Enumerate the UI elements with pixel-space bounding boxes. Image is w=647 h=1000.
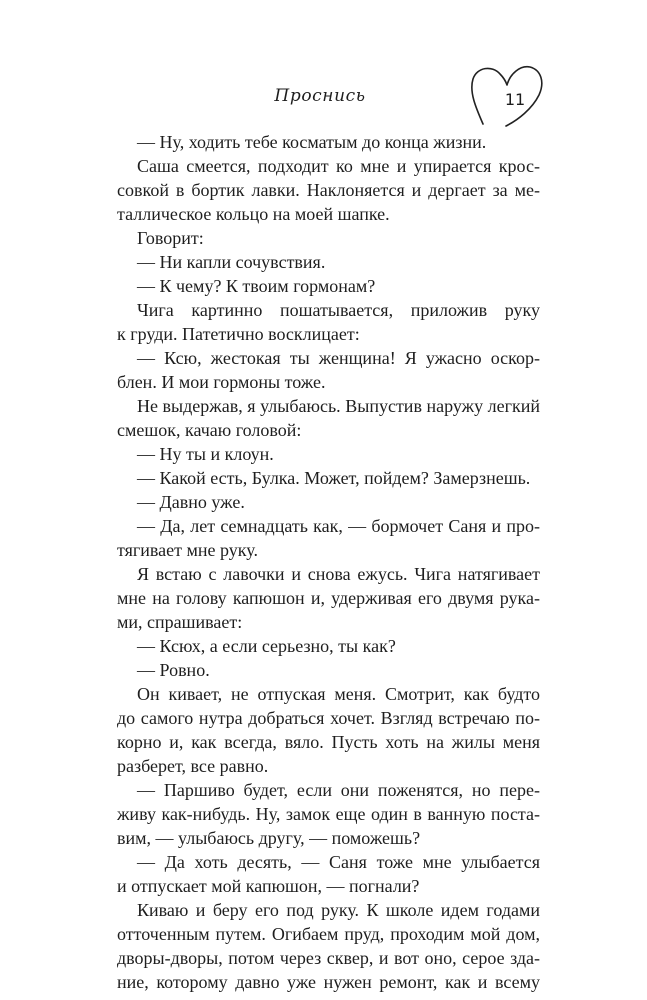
text-line: — Ну ты и клоун.	[137, 444, 274, 464]
text-line: — Да хоть десять, — Саня тоже мне улыбается	[137, 852, 540, 872]
text-line: — К чему? К твоим гормонам?	[137, 276, 376, 296]
text-line: разберет, все равно.	[117, 756, 269, 776]
text-line: — Паршиво будет, если они поженятся, но пере-	[137, 780, 540, 800]
text-line: — Ксюх, а если серьезно, ты как?	[137, 636, 396, 656]
text-line: — Ровно.	[137, 660, 210, 680]
text-line: ми, спрашивает:	[117, 612, 243, 632]
page-number-badge	[468, 62, 546, 128]
text-line: — Да, лет семнадцать как, — бормочет Саня и про-	[137, 516, 540, 536]
text-line: тягивает мне руку.	[117, 540, 258, 560]
text-line: дворы-дворы, потом через сквер, и вот оно, серое зда-	[117, 948, 540, 968]
text-line: до самого нутра добраться хочет. Взгляд встречаю по-	[117, 708, 540, 728]
text-line: живу как-нибудь. Ну, замок еще один в ванную поста-	[117, 804, 540, 824]
text-line: — Ни капли сочувствия.	[137, 252, 326, 272]
text-line: смешок, качаю головой:	[117, 420, 302, 440]
text-line: ние, которому давно уже нужен ремонт, как и всему	[117, 972, 540, 992]
text-line: Он кивает, не отпуская меня. Смотрит, как будто	[137, 684, 540, 704]
text-line: мне на голову капюшон и, удерживая его двумя рука-	[117, 588, 540, 608]
text-line: — Ксю, жестокая ты женщина! Я ужасно оскор-	[137, 348, 540, 368]
text-line: Говорит:	[137, 228, 204, 248]
text-line: — Ну, ходить тебе косматым до конца жизни.	[137, 132, 487, 152]
text-line: Чига картинно пошатывается, приложив руку	[137, 300, 540, 320]
text-line: таллическое кольцо на моей шапке.	[117, 204, 390, 224]
text-line: — Давно уже.	[137, 492, 245, 512]
text-line: совкой в бортик лавки. Наклоняется и дергает за ме-	[117, 180, 540, 200]
text-line: Не выдержав, я улыбаюсь. Выпустив наружу легкий	[137, 396, 540, 416]
text-line: вим, — улыбаюсь другу, — поможешь?	[117, 828, 421, 848]
text-line: отточенным путем. Огибаем пруд, проходим мой дом,	[117, 924, 540, 944]
text-line: блен. И мои гормоны тоже.	[117, 372, 326, 392]
page-number: 11	[504, 90, 526, 109]
text-line: к груди. Патетично восклицает:	[117, 324, 360, 344]
text-line: — Какой есть, Булка. Может, пойдем? Замерзнешь.	[137, 468, 531, 488]
body-text	[117, 130, 540, 994]
text-line: Киваю и беру его под руку. К школе идем годами	[137, 900, 540, 920]
text-line: корно и, как всегда, вяло. Пусть хоть на жилы меня	[117, 732, 540, 752]
text-line: Я встаю с лавочки и снова ежусь. Чига натягивает	[137, 564, 540, 584]
running-header-title: Проснись	[274, 86, 366, 106]
text-line: Саша смеется, подходит ко мне и упирается крос-	[137, 156, 540, 176]
text-line: и отпускает мой капюшон, — погнали?	[117, 876, 420, 896]
